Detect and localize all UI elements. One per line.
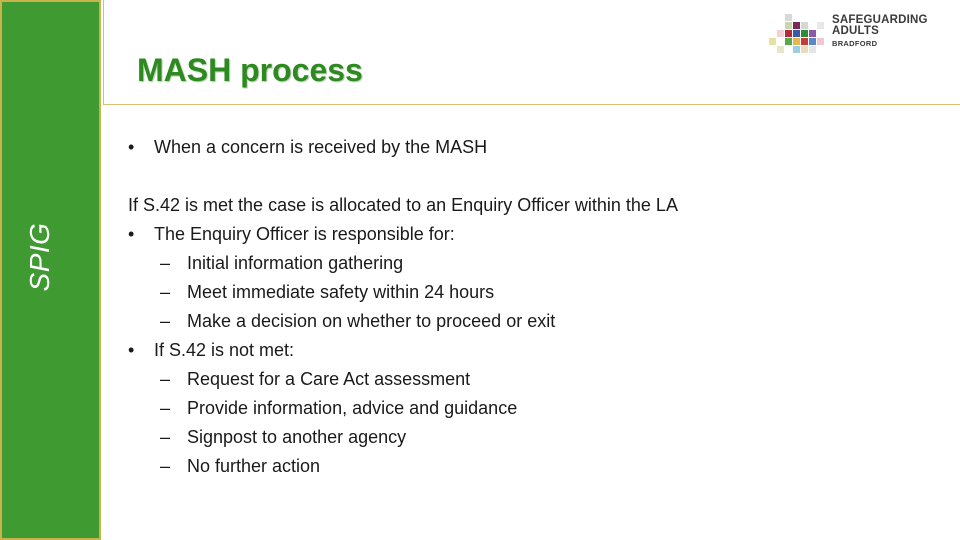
dash-marker: –	[160, 282, 171, 302]
dash-marker: –	[160, 253, 171, 273]
sub-bullet-text: No further action	[187, 456, 321, 476]
dash-marker: –	[160, 427, 171, 447]
slide-title: MASH process	[137, 52, 363, 88]
bullet-text: The Enquiry Officer is responsible for:	[154, 224, 455, 244]
sidebar-label: SPIG	[24, 222, 55, 292]
divider-horizontal	[103, 104, 960, 105]
bullet-marker: •	[128, 137, 135, 157]
sub-bullet-text: Make a decision on whether to proceed or exit	[187, 311, 556, 331]
sub-bullet-text: Initial information gathering	[187, 253, 404, 273]
logo-line-1: SAFEGUARDING	[832, 14, 928, 26]
sub-bullet-item	[128, 307, 928, 336]
sub-bullet-text: Meet immediate safety within 24 hours	[187, 282, 495, 302]
logo-line-2: ADULTS	[832, 25, 879, 37]
sub-bullet-item	[128, 452, 928, 481]
sub-bullet-item	[128, 249, 928, 278]
sidebar	[0, 0, 101, 540]
sub-bullet-text: Signpost to another agency	[187, 427, 407, 447]
sub-bullet-item	[128, 423, 928, 452]
sub-bullet-text: Provide information, advice and guidance	[187, 398, 518, 418]
bullet-marker: •	[128, 340, 135, 360]
paragraph-text: If S.42 is met the case is allocated to an Enquiry Officer within the LA	[128, 195, 678, 215]
divider-vertical	[103, 0, 104, 105]
sub-bullet-item	[128, 365, 928, 394]
sub-bullet-item	[128, 278, 928, 307]
sub-bullet-item	[128, 394, 928, 423]
bullet-item	[128, 220, 928, 249]
dash-marker: –	[160, 456, 171, 476]
bullet-marker: •	[128, 224, 135, 244]
bullet-item	[128, 336, 928, 365]
sub-bullet-text: Request for a Care Act assessment	[187, 369, 471, 389]
bullet-text: If S.42 is not met:	[154, 340, 295, 360]
bullet-text: When a concern is received by the MASH	[154, 137, 488, 157]
slide-content	[128, 133, 928, 481]
paragraph	[128, 191, 928, 220]
logo-text	[832, 15, 928, 49]
dash-marker: –	[160, 311, 171, 331]
dash-marker: –	[160, 398, 171, 418]
logo-line-3: BRADFORD	[832, 39, 878, 48]
bullet-item	[128, 133, 928, 162]
dash-marker: –	[160, 369, 171, 389]
